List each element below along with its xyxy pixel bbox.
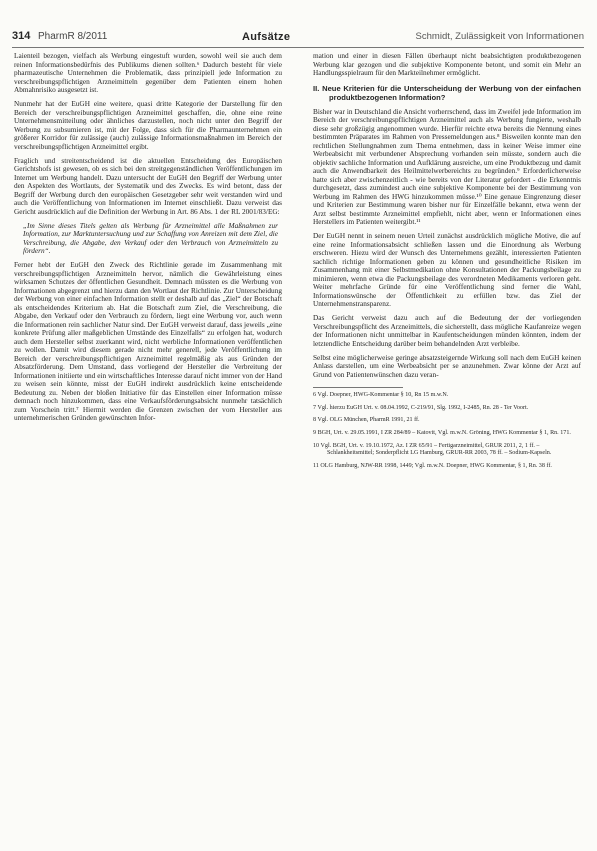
- footnote-rule: [313, 387, 403, 388]
- footnote: 10 Vgl. BGH, Urt. v. 19.10.1972, Az. I ZR 65/91 – Fertigarzneimittel, GRUR 2011, 2, 1 ff. – Schlankheitsmittel; Sonderpflicht LG Hamburg, GRUR-RR 2003, 78 ff. – Sodium-Kapseln.: [313, 442, 552, 457]
- page-header: [12, 30, 584, 46]
- body-paragraph: Laienteil bezogen, vielfach als Werbung eingestuft wurden, sowohl weil sie auch dem reinen Informationsbedürfnis des Publikums dienen sollten.⁶ Dadurch besteht für viele pharmazeutische Unternehmen die Problematik, dass prinzipiell jede Information zu verschreibungspflichtigen Arzneimitteln gegenüber dem Patienten einem hohen Abmahnrisiko ausgesetzt ist.: [14, 51, 282, 94]
- body-paragraph: mation und einer in diesen Fällen überhaupt nicht beabsichtigten produktbezogenen Werbung klar gezogen und die subjektive Komponente betont, und somit ein Mehr an Handlungsspielraum für den Markteilnehmer ermöglicht.: [313, 51, 581, 77]
- left-column: [14, 52, 282, 428]
- section-label: Aufsätze: [242, 31, 291, 43]
- body-paragraph: Fraglich und streitentscheidend ist die aktuellen Entscheidung des Europäischen Gerichtshofs ist gewesen, ob es sich bei den streitgegenständlichen Veröffentlichungen im Internet um Werbung handelt. Dazu untersucht der EuGH den Begriff der Werbung unter den Aspekten des Wortlauts, der Systematik und des Zwecks. Es wird betont, dass der Begriff der Werbung durch den europäischen Gesetzgeber sehr weit verstanden wird und auch die Veröffentlichung von Informationen im Internet einschließt. Dazu verweist das Gericht ausdrücklich auf die Definition der Werbung in Art. 86 Abs. 1 der RL 2001/83/EG:: [14, 155, 282, 216]
- body-paragraph: Selbst eine möglicherweise geringe absatzsteigernde Wirkung soll nach dem EuGH keinen Anlass darstellen, um eine Werbeabsicht per se anzunehmen. Zwar könne der Arzt auf Grund von Patientenwünschen dazu veran-: [313, 352, 581, 379]
- header-rule: [12, 47, 584, 48]
- footnote: 9 BGH, Urt. v. 29.05.1991, I ZR 284/89 – Katovit, Vgl. m.w.N. Gröning, HWG Kommentar § 1, Rn. 171.: [313, 430, 571, 437]
- page-number: 314: [12, 30, 31, 42]
- footnote: 7 Vgl. hierzu EuGH Urt. v. 08.04.1992, C-219/91, Slg. 1992, I-2485, Rn. 28 - Ter Voort.: [313, 404, 529, 411]
- section-heading: II. Neue Kriterien für die Unterscheidung der Werbung von der einfachen produktbezogenen Information?: [313, 83, 581, 102]
- body-paragraph: Ferner hebt der EuGH den Zweck des Richtlinie gerade im Zusammenhang mit verschreibungspflichtigen Arzneimitteln hervor, nämlich die Gewährleistung eines wirksamen Schutzes der öffentlichen Gesundheit. Demnach müssten es die Werbung von Informationen abgegrenzt und hierzu dann den Wortlaut der Richtlinie. Zur Unterscheidung der Werbung von einer einfachen Information stellt er deshalb auf das „Ziel“ der Botschaft als entscheidendes Kriterium ab. Hat die Botschaft zum Ziel, die Verschreibung, die Abgabe, den Verkauf oder den Verbrauch zu fördern, liegt eine Werbung vor, auch wenn die Informationen rein sachlicher Natur sind. Der EuGH verweist darauf, dass jeweils „eine konkrete Prüfung aller maßgeblichen Umstände des Einzelfalls“ zu erfolgen hat, wodurch auch dem Hersteller selbst zuerkannt wird, nicht werbliche Informationen veröffentlichen zu wollen. Damit wird diesem gerade nicht mehr generell, jede Veröffentlichung im Bereich der verschreibungspflichtigen Arzneimittel regelmäßig als aus Gründen der Absatzförderung. Dem Umstand, dass vorliegend der Hersteller die Verbreitung der Informationen initiierte und ein wirtschaftliches Interesse darauf nicht immer von der Hand zu weisen sein könnte, misst der EuGH indirekt ausdrücklich keine entscheidende Bedeutung zu. Neben der bloßen Initiative für das Einstellen einer Information müsse demnach noch hinzukommen, dass eine Verkaufsförderungsabsicht nunmehr tatsächlich zum Vorschein tritt.⁷ Hiermit werden die Grenzen zwischen der vom Hersteller aus unternehmerischen Gründen gewünschten Infor-: [14, 260, 282, 422]
- body-paragraph: Nunmehr hat der EuGH eine weitere, quasi dritte Kategorie der Darstellung für den Bereich der verschreibungspflichtigen Arzneimittel geschaffen, die, ohne eine reine Unternehmensmitteilung oder ähnliches darzustellen, noch nicht unter den Begriff der Werbung zu subsumieren ist, mit der Folge, dass sich für die Pharmaunternehmen ein größerer Korridor für zulässige (auch) zulässige Informationsmaßnahmen im Bereich der verschreibungspflichtigen Arzneimittel ergibt.: [14, 99, 282, 151]
- footnote: 6 Vgl. Doepner, HWG-Kommentar § 10, Rn 15 m.w.N.: [313, 392, 449, 398]
- journal-citation: PharmR 8/2011: [38, 31, 108, 42]
- footnote: 8 Vgl. OLG München, PharmR 1991, 21 ff.: [313, 417, 420, 424]
- footnote: 11 OLG Hamburg, NJW-RR 1998, 1449; Vgl. m.w.N. Doepner, HWG Kommentar, § 1, Rn. 38 ff.: [313, 462, 552, 469]
- running-title: Schmidt, Zulässigkeit von Informationen: [415, 31, 584, 42]
- right-column: [313, 52, 581, 475]
- body-paragraph: Der EuGH nennt in seinem neuen Urteil zunächst ausdrücklich mögliche Motive, die auf eine reine Informationsabsicht schließen lassen und die Einordnung als Werbung erschweren. Hiezu wird der Wunsch des Unternehmens gezählt, interessierten Patienten sachlich richtige Informationen geben zu können und gesundheitliche Risiken im Zusammenhang mit einer Selbstmedikation ohne Konsultationen der Packungsbeilage zu minimieren, wenn etwa die Packungsbeilage des verordneten Medikaments verloren geht. Weiter mehrfache Gründe für eine Veröffentlichung sind ferner die Wahl, Informationswünsche der Öffentlichkeit zu erfüllen bzw. das Ziel der Unternehmenstransparenz.: [313, 231, 581, 308]
- body-paragraph: Das Gericht verweist dazu auch auf die Bedeutung der der vorliegenden Verschreibungspflicht des Arzneimittels, die sicherstellt, dass mögliche Kaufanreize wegen der Informationen nicht unmittelbar in Kaufentscheidungen münden könnten, indem der letztendliche Entscheidung darüber beim behandelnden Arzt verbleibe.: [313, 313, 581, 348]
- body-paragraph: Bisher war in Deutschland die Ansicht vorherrschend, dass im Zweifel jede Information im Bereich der verschreibungspflichtigen Arzneimittel auch als Werbung fungierte, weshalb diese sehr großzügig angenommen wurde. Hierfür reichte etwa bereits die Nennung eines bestimmten Präparates im Rahmen von Pressemeldungen aus.⁸ Bisweilen konnte man den rechtlichen Stellungnahmen zum Thema entnehmen, dass in keiner Weise immer eine Werbeabsicht mit verbundener Absprechung vorhanden sein müsste, sondern auch die objektiv sachliche Information und Aufklärung ausreiche, um eine Produktbezug und damit auch die Anwendbarkeit des Heilmittelwerbereichts zu begründen.⁹ Erforderlicherweise hatte sich aber zwischenzeitlich - wie bereits von der Literatur gefordert - die Erkenntnis durchgesetzt, dass zumindest auch eine subjektive Komponente bei der Bestimmung von Werbung im Rahmen des HWG hinzukommen müsse.¹⁰ Eine genaue Eingrenzung dieser und Kriterien zur Bestimmung waren bisher nur für Einzelfälle bekannt, etwa wenn der Arzt selbst bestimmte Arzneimittel empfiehlt, nicht aber, wenn er Informationen eines Herstellers im Patienten weitergibt.¹¹: [313, 106, 581, 226]
- block-quote: „Im Sinne dieses Titels gelten als Werbung für Arzneimittel alle Maßnahmen zur Information, zur Marktuntersuchung und zur Schaffung von Anreizen mit dem Ziel, die Verschreibung, die Abgabe, den Verkauf oder den Verbrauch von Arzneimitteln zu fördern“.: [23, 220, 278, 255]
